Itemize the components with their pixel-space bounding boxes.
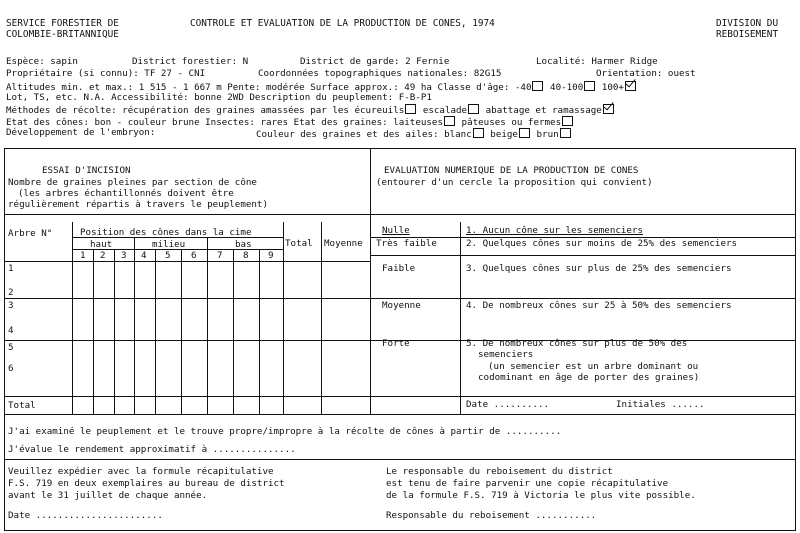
felling-checkbox[interactable] — [603, 104, 614, 114]
age-40-100-label: 40-100 — [550, 82, 584, 93]
section-num: 4 — [141, 250, 147, 261]
grid-h-bottom — [5, 414, 795, 415]
tree-row-number: 5 — [8, 342, 14, 353]
species-field: Espèce: sapin — [6, 56, 78, 67]
section-num: 9 — [268, 250, 274, 261]
level-very-low[interactable]: Très faible — [376, 238, 437, 249]
grid-v-total — [283, 222, 284, 414]
initials-field[interactable]: Initiales ...... — [616, 399, 705, 410]
incision-test-title: ESSAI D'INCISION — [42, 165, 131, 176]
tree-row-number: 6 — [8, 363, 14, 374]
average-column-header: Moyenne — [324, 238, 363, 249]
stand-suitability-statement[interactable]: J'ai examiné le peuplement et le trouve propre/impropre à la récolte de cônes à partir de .......... — [8, 426, 562, 437]
lot-field: Lot, TS, etc. N.A. Accessibilité: bonne 2WD Description du peuplement: F-B-P1 — [6, 92, 432, 103]
header-separator — [5, 214, 795, 215]
locality-field: Localité: Harmer Ridge — [536, 56, 658, 67]
tree-row-number: 4 — [8, 325, 14, 336]
grid-h-header-bottom — [5, 261, 370, 262]
beige-label: beige — [490, 129, 518, 140]
seed-colour-text: Couleur des graines et des ailes: blanc — [256, 129, 472, 140]
level-very-low-desc[interactable]: 2. Quelques cônes sur moins de 25% des semenciers — [466, 238, 738, 249]
grid-h-total — [5, 396, 795, 397]
grid-v-s8 — [233, 249, 234, 414]
total-row-label: Total — [8, 400, 36, 411]
cone-position-header: Position des cônes dans la cime — [80, 227, 252, 238]
incision-desc-1: Nombre de graines pleines par section de cône — [8, 177, 257, 188]
squirrel-cache-checkbox[interactable] — [405, 104, 416, 114]
tree-row-number: 1 — [8, 263, 14, 274]
district-responsible-1: Le responsable du reboisement du district — [386, 466, 613, 477]
embryo-development-label: Développement de l'embryon: — [6, 127, 156, 138]
evaluation-instructions: (entourer d'un cercle la proposition qui convient) — [376, 177, 653, 188]
level-medium-desc[interactable]: 4. De nombreux cônes sur 25 à 50% des semenciers — [466, 300, 732, 311]
district-responsible-2: est tenu de faire parvenir une copie récapitulative — [386, 478, 669, 489]
level-low-desc[interactable]: 3. Quelques cônes sur plus de 25% des semenciers — [466, 263, 732, 274]
brown-checkbox[interactable] — [560, 128, 571, 138]
seed-tree-note-1: (un semencier est un arbre dominant ou — [488, 361, 699, 372]
section-num: 7 — [217, 250, 223, 261]
doughy-firm-checkbox[interactable] — [562, 116, 573, 126]
harvest-methods-line — [6, 104, 615, 116]
age-class-40-100-checkbox[interactable] — [584, 81, 595, 91]
section-num: 3 — [121, 250, 127, 261]
mid-crown-header: milieu — [152, 239, 186, 250]
instructions-3: avant le 31 juillet de chaque année. — [8, 490, 208, 501]
altitude-text: Altitudes min. et max.: 1 515 - 1 667 m Pente: modérée Surface approx.: 49 ha Classe d'âge: -40 — [6, 82, 532, 93]
owner-field: Propriétaire (si connu): TF 27 - CNI — [6, 68, 206, 79]
form-title: CONTROLE ET EVALUATION DE LA PRODUCTION DE CONES, 1974 — [190, 18, 495, 29]
yield-estimate-statement[interactable]: J'évalue le rendement approximatif à ............... — [8, 444, 296, 455]
header-org-line-1: SERVICE FORESTIER DE — [6, 18, 119, 29]
incision-desc-2: (les arbres échantillonnés doivent être — [18, 188, 234, 199]
coordinates-field: Coordonnées topographiques nationales: 82G15 — [258, 68, 502, 79]
grid-h-row-4 — [5, 340, 370, 341]
tree-row-number: 2 — [8, 287, 14, 298]
felling-label: abattage et ramassage — [485, 105, 602, 116]
level-null[interactable]: Nulle — [382, 225, 410, 236]
seed-tree-note-2: codominant en âge de porter des graines) — [478, 372, 700, 383]
section-num: 1 — [80, 250, 86, 261]
instructions-1: Veuillez expédier avec la formule récapitulative — [8, 466, 274, 477]
header-org-line-2: COLOMBIE-BRITANNIQUE — [6, 29, 119, 40]
grid-v-s2 — [93, 249, 94, 414]
orientation-field: Orientation: ouest — [596, 68, 696, 79]
climbing-label: escalade — [422, 105, 468, 116]
top-crown-header: haut — [90, 239, 113, 250]
incision-desc-3: régulièrement répartis à travers le peuplement) — [8, 199, 268, 210]
tree-row-number: 3 — [8, 300, 14, 311]
climbing-checkbox[interactable] — [468, 104, 479, 114]
age-class-under-40-checkbox[interactable] — [532, 81, 543, 91]
milky-seeds-checkbox[interactable] — [444, 116, 455, 126]
total-column-header: Total — [285, 238, 313, 249]
grid-h-tres-faible — [370, 255, 795, 256]
district-responsible-3: de la formule F.S. 719 à Victoria le plus vite possible. — [386, 490, 696, 501]
grid-v-s5 — [155, 249, 156, 414]
evaluation-title: EVALUATION NUMERIQUE DE LA PRODUCTION DE CONES — [384, 165, 639, 176]
grid-v-arbre — [72, 222, 73, 414]
reforestation-officer-field[interactable]: Responsable du reboisement ........... — [386, 510, 597, 521]
doughy-label: pâteuses ou fermes — [461, 117, 562, 128]
grid-v-s6 — [181, 249, 182, 414]
header-division-line-2: REBOISEMENT — [716, 29, 779, 40]
grid-v-s3 — [114, 249, 115, 414]
header-division-line-1: DIVISION DU — [716, 18, 779, 29]
section-num: 5 — [165, 250, 171, 261]
level-medium[interactable]: Moyenne — [382, 300, 421, 311]
footer-date-field[interactable]: Date ....................... — [8, 510, 163, 521]
footer-separator — [5, 459, 795, 460]
beige-checkbox[interactable] — [519, 128, 530, 138]
level-high[interactable]: Forte — [382, 338, 410, 349]
seed-colour-line — [256, 128, 572, 140]
level-high-desc[interactable]: 5. De nombreux cônes sur plus de 50% des — [466, 338, 688, 349]
white-checkbox[interactable] — [473, 128, 484, 138]
evaluation-date-field[interactable]: Date .......... — [466, 399, 549, 410]
age-class-100-plus-checkbox[interactable] — [625, 81, 636, 91]
cone-state-text: Etat des cônes: bon - couleur brune Insectes: rares Etat des graines: laiteuses — [6, 117, 443, 128]
low-crown-header: bas — [235, 239, 252, 250]
tree-number-header: Arbre N° — [8, 228, 53, 239]
grid-h-faible — [370, 298, 795, 299]
section-num: 8 — [243, 250, 249, 261]
ranger-district-field: District de garde: 2 Fernie — [300, 56, 450, 67]
level-null-desc[interactable]: 1. Aucun cône sur les semenciers — [466, 225, 644, 236]
grid-v-level — [460, 222, 461, 414]
section-divider — [370, 149, 371, 414]
section-num: 2 — [100, 250, 106, 261]
age-100-label: 100+ — [601, 82, 624, 93]
grid-v-s9 — [259, 249, 260, 414]
instructions-2: F.S. 719 en deux exemplaires au bureau de district — [8, 478, 285, 489]
grid-v-moyenne — [321, 222, 322, 414]
level-low[interactable]: Faible — [382, 263, 416, 274]
brown-label: brun — [536, 129, 559, 140]
harvest-methods-text: Méthodes de récolte: récupération des graines amassées par les écureuils — [6, 105, 405, 116]
section-num: 6 — [191, 250, 197, 261]
level-high-desc-cont: semenciers — [478, 349, 534, 360]
grid-v-milieu-bas — [207, 237, 208, 414]
grid-v-haut-milieu — [134, 237, 135, 414]
grid-h-row-2 — [5, 298, 370, 299]
forest-district-field: District forestier: N — [132, 56, 249, 67]
